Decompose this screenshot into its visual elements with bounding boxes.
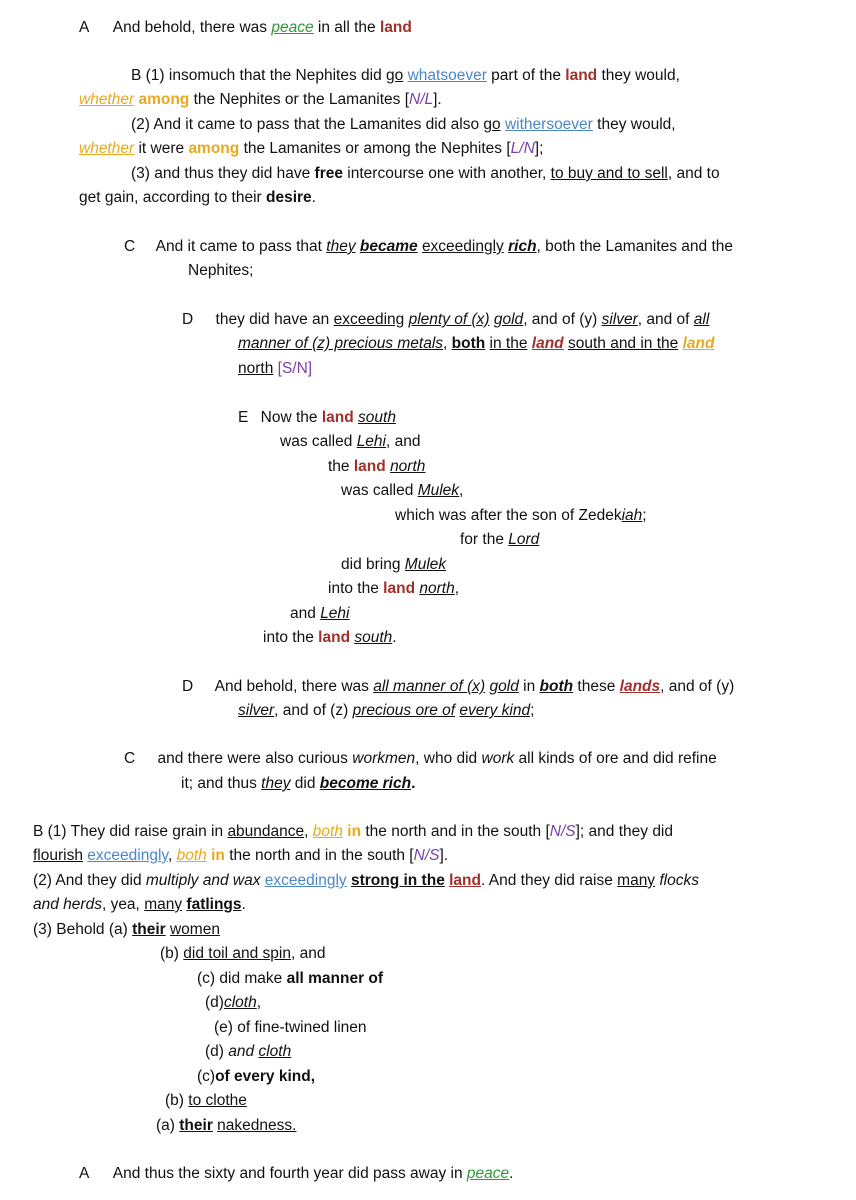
e-line-8 <box>328 579 459 599</box>
text-span: land <box>531 335 564 352</box>
b2-line-4 <box>33 895 246 915</box>
text-span: they <box>261 775 291 792</box>
text-span: L/N <box>510 140 535 157</box>
text-span: which was after the son of Zedek <box>395 507 622 524</box>
text-span: work <box>481 750 515 767</box>
text-span: (d) <box>205 1043 224 1060</box>
text-span: and <box>228 1043 255 1060</box>
text-span: nakedness. <box>217 1117 297 1134</box>
text-span: go <box>386 67 404 84</box>
text-span: Lehi <box>320 605 350 622</box>
text-span: rich <box>508 238 537 255</box>
text-span: to clothe <box>188 1092 247 1109</box>
text-span: the <box>328 458 350 475</box>
text-span: (3) and thus they did have <box>131 165 311 182</box>
e-line-3 <box>328 457 425 477</box>
text-span: . <box>392 629 397 646</box>
text-span: all <box>693 311 710 328</box>
c1-line-2 <box>188 261 253 281</box>
text-span: gold <box>489 678 519 695</box>
text-span: N/S <box>549 823 576 840</box>
text-span: land <box>321 409 354 426</box>
text-span: in the <box>489 335 528 352</box>
d1-line-3 <box>238 359 312 379</box>
text-span: for the <box>460 531 504 548</box>
b2-line-5 <box>33 920 220 940</box>
text-span: all manner of <box>286 970 384 987</box>
e-line-4 <box>341 481 463 501</box>
text-span: , who did <box>415 750 478 767</box>
text-span: land <box>565 67 598 84</box>
b2-line-9 <box>214 1018 367 1038</box>
text-span: north <box>419 580 455 597</box>
b2-line-10 <box>205 1042 291 1062</box>
text-span: N/L <box>409 91 434 108</box>
text-span: and <box>290 605 316 622</box>
text-span: Lord <box>508 531 540 548</box>
b1-line-5 <box>131 164 720 184</box>
text-span: part of the <box>491 67 561 84</box>
text-span: intercourse one with another, <box>347 165 547 182</box>
text-span: C <box>124 750 136 767</box>
text-span: iah <box>621 507 643 524</box>
section-a-close <box>79 1164 513 1184</box>
text-span: south <box>354 629 393 646</box>
text-span: ; <box>642 507 647 524</box>
text-span: the north and in the south [ <box>229 847 414 864</box>
b2-line-8 <box>205 993 261 1013</box>
text-span: many <box>617 872 656 889</box>
text-span: they <box>326 238 356 255</box>
text-span: (b) <box>160 945 179 962</box>
text-span: both <box>312 823 343 840</box>
text-span: desire <box>265 189 312 206</box>
e-line-7 <box>341 555 446 575</box>
text-span: B (1) insomuch that the Nephites did <box>131 67 382 84</box>
text-span: precious ore of <box>352 702 456 719</box>
text-span: lands <box>619 678 661 695</box>
text-span: (b) <box>165 1092 184 1109</box>
d1-line-1 <box>182 310 709 330</box>
b1-line-3 <box>131 115 676 135</box>
text-span: did toil and spin <box>183 945 291 962</box>
text-span: peace <box>466 1165 510 1182</box>
text-span: south <box>358 409 396 426</box>
b2-line-3 <box>33 871 699 891</box>
text-span: of every kind, <box>215 1068 316 1085</box>
text-span: become rich <box>319 775 412 792</box>
text-span: Nephites; <box>188 262 254 279</box>
text-span: land <box>353 458 386 475</box>
text-span: ]. <box>439 847 449 864</box>
text-span: they would, <box>601 67 680 84</box>
text-span: became <box>359 238 418 255</box>
text-span: Mulek <box>404 556 447 573</box>
text-span: manner of (z) precious metals <box>238 335 444 352</box>
text-span: [S/N] <box>277 360 313 377</box>
text-span: exceedingly <box>421 238 504 255</box>
text-span: peace <box>271 19 314 36</box>
b2-line-2 <box>33 846 448 866</box>
b2-line-6 <box>160 944 325 964</box>
text-span: land <box>383 580 416 597</box>
text-span: , and of (z) <box>274 702 349 719</box>
text-span: all kinds of ore and did refine <box>518 750 717 767</box>
section-a-open <box>79 18 412 38</box>
e-line-1 <box>238 408 396 428</box>
text-span: ]. <box>433 91 442 108</box>
text-span: multiply and wax <box>145 872 261 889</box>
text-span: their <box>179 1117 213 1134</box>
text-span: . <box>241 896 246 913</box>
text-span: was called <box>280 433 353 450</box>
text-span: withersoever <box>504 116 593 133</box>
e-line-2 <box>280 432 420 452</box>
text-span: silver <box>601 311 638 328</box>
text-span: did bring <box>341 556 401 573</box>
text-span: land <box>318 629 351 646</box>
text-span: (d) <box>205 994 224 1011</box>
text-span: E <box>238 409 249 426</box>
text-span: , and <box>290 945 326 962</box>
text-span: go <box>483 116 501 133</box>
text-span: the Lamanites or among the Nephites [ <box>243 140 511 157</box>
text-span: plenty of (x) <box>408 311 490 328</box>
text-span: abundance, <box>227 823 309 840</box>
text-span: , <box>459 482 464 499</box>
text-span: B (1) They did raise grain in <box>33 823 224 840</box>
e-line-10 <box>263 628 397 648</box>
text-span: south and in the <box>567 335 679 352</box>
text-span: and herds <box>33 896 102 913</box>
text-span: gold <box>493 311 524 328</box>
text-span: the Nephites or the Lamanites [ <box>193 91 409 108</box>
e-line-9 <box>290 604 350 624</box>
text-span: ]; <box>534 140 544 157</box>
text-span: , <box>443 335 448 352</box>
text-span: strong in the <box>350 872 445 889</box>
text-span: , and of (y) <box>660 678 735 695</box>
text-span: among <box>188 140 240 157</box>
text-span: all manner of (x) <box>373 678 486 695</box>
text-span: land <box>682 335 715 352</box>
text-span: And it came to pass that <box>155 238 322 255</box>
text-span: whether <box>79 91 135 108</box>
text-span: , <box>454 580 460 597</box>
text-span: A <box>79 1165 90 1182</box>
e-line-5 <box>395 506 647 526</box>
text-span: exceedingly <box>264 872 347 889</box>
text-span: whatsoever <box>407 67 487 84</box>
text-span: cloth <box>258 1043 292 1060</box>
e-line-6 <box>460 530 539 550</box>
text-span: both <box>176 847 207 864</box>
text-span: the north and in the south [ <box>365 823 550 840</box>
text-span: flourish <box>33 847 83 864</box>
text-span: , and <box>386 433 421 450</box>
text-span: flocks <box>659 872 699 889</box>
text-span: , <box>168 847 173 864</box>
text-span: , and of <box>637 311 690 328</box>
c1-line-1 <box>124 237 733 257</box>
text-span: these <box>577 678 616 695</box>
d2-line-2 <box>238 701 534 721</box>
text-span: Now the <box>260 409 318 426</box>
text-span: into the <box>328 580 379 597</box>
text-span: ; <box>530 702 535 719</box>
b1-line-4 <box>79 139 543 159</box>
text-span: And behold, there was <box>112 19 268 36</box>
text-span: (3) Behold (a) <box>33 921 128 938</box>
text-span: land <box>379 19 412 36</box>
text-span: , yea, <box>101 896 140 913</box>
text-span: D <box>182 311 194 328</box>
text-span: in <box>347 823 362 840</box>
text-span: both <box>451 335 486 352</box>
text-span: did <box>294 775 316 792</box>
text-span: . <box>509 1165 514 1182</box>
text-span: And thus the sixty and fourth year did pass away in <box>112 1165 463 1182</box>
text-span: whether <box>79 140 135 157</box>
text-span: A <box>79 19 90 36</box>
text-span: to buy and to sell <box>550 165 668 182</box>
text-span: north <box>238 360 274 377</box>
text-span: (a) <box>156 1117 175 1134</box>
b1-line-6 <box>79 188 316 208</box>
text-span: ]; and they did <box>575 823 673 840</box>
text-span: their <box>132 921 166 938</box>
c2-line-2 <box>181 774 415 794</box>
text-span: among <box>138 91 190 108</box>
text-span: both <box>539 678 574 695</box>
text-span: D <box>182 678 194 695</box>
text-span: north <box>390 458 426 475</box>
text-span: get gain, according to their <box>79 189 262 206</box>
text-span: every kind <box>459 702 531 719</box>
text-span: . And they did raise <box>481 872 613 889</box>
text-span: in all the <box>317 19 376 36</box>
text-span: was called <box>341 482 414 499</box>
d2-line-1 <box>182 677 734 697</box>
text-span: exceeding <box>333 311 405 328</box>
b2-line-12 <box>165 1091 247 1111</box>
text-span: in <box>211 847 225 864</box>
text-span: . <box>311 189 316 206</box>
b2-line-1 <box>33 822 673 842</box>
text-span: Lehi <box>356 433 386 450</box>
text-span: (e) of fine-twined linen <box>214 1019 367 1036</box>
text-span: land <box>449 872 481 889</box>
text-span: workmen <box>352 750 416 767</box>
text-span: And behold, there was <box>214 678 369 695</box>
text-span: (2) And it came to pass that the Lamanites did also <box>131 116 480 133</box>
text-span: they would, <box>597 116 676 133</box>
text-span: . <box>411 775 416 792</box>
b2-line-13 <box>156 1116 296 1136</box>
text-span: (c) did make <box>197 970 283 987</box>
text-span: (c) <box>197 1068 216 1085</box>
b1-line-1 <box>131 66 680 86</box>
text-span: fatlings <box>186 896 242 913</box>
text-span: it were <box>138 140 185 157</box>
text-span: , and of (y) <box>523 311 598 328</box>
text-span: they did have an <box>215 311 330 328</box>
text-span: , and to <box>667 165 720 182</box>
text-span: in <box>523 678 536 695</box>
b1-line-2 <box>79 90 442 110</box>
text-span: Mulek <box>417 482 460 499</box>
text-span: exceedingly <box>87 847 168 864</box>
text-span: C <box>124 238 136 255</box>
text-span: into the <box>263 629 314 646</box>
text-span: cloth <box>223 994 257 1011</box>
text-span: , <box>256 994 262 1011</box>
text-span: , both the Lamanites and the <box>536 238 734 255</box>
d1-line-2 <box>238 334 714 354</box>
b2-line-7 <box>197 969 383 989</box>
text-span: free <box>314 165 343 182</box>
text-span: it; and thus <box>181 775 257 792</box>
text-span: silver <box>238 702 275 719</box>
text-span: women <box>169 921 220 938</box>
text-span: and there were also curious <box>157 750 348 767</box>
text-span: (2) And they did <box>33 872 142 889</box>
b2-line-11 <box>197 1067 315 1087</box>
text-span: many <box>144 896 183 913</box>
c2-line-1 <box>124 749 717 769</box>
text-span: N/S <box>413 847 440 864</box>
